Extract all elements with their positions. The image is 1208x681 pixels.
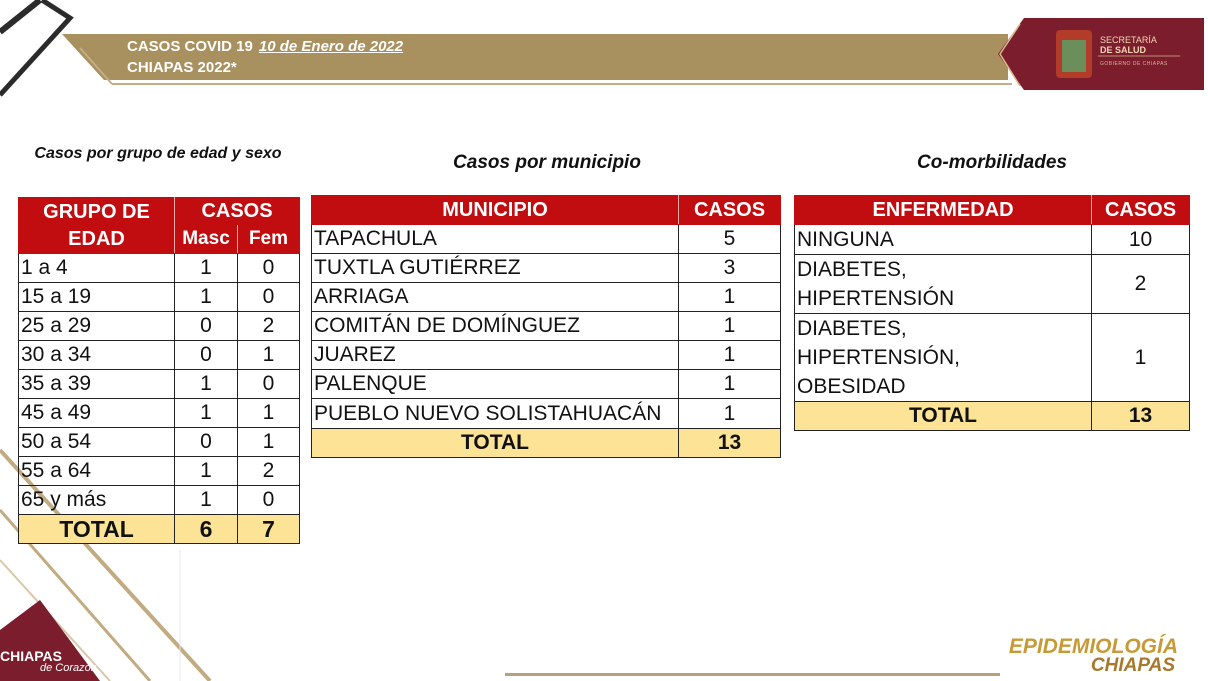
municipio-name-cell: JUAREZ [312,341,679,370]
municipio-name-cell: COMITÁN DE DOMÍNGUEZ [312,312,679,341]
table-row [312,370,781,399]
municipio-cases-cell: 1 [679,341,781,370]
logo-line1: SECRETARÍA [1100,35,1157,45]
municipio-cases-cell: 3 [679,254,781,283]
table-row [19,399,300,428]
masc-cell: 1 [175,457,238,486]
fem-cell: 2 [238,457,300,486]
fem-cell: 0 [238,486,300,515]
fem-cell: 1 [238,399,300,428]
fem-cell: 2 [238,312,300,341]
municipio-section-title: Casos por municipio [453,152,641,173]
age-group-cell: 50 a 54 [19,428,175,457]
table-row [19,254,300,283]
masc-cell: 0 [175,312,238,341]
table-row [19,341,300,370]
comorbilidades-section-title: Co-morbilidades [917,152,1067,173]
masc-cell: 0 [175,341,238,370]
age-sex-table [18,197,300,544]
age-group-cell: 15 a 19 [19,283,175,312]
table-row [312,399,781,429]
table-row [19,370,300,399]
age-group-cell: 30 a 34 [19,341,175,370]
epidemiologia-brand: EPIDEMIOLOGÍA [1008,635,1178,658]
table-row [312,254,781,283]
comorbilidades-total-value: 13 [1092,402,1190,431]
municipio-total-value: 13 [679,429,781,458]
fem-header: Fem [238,225,300,254]
municipio-name-cell: TAPACHULA [312,225,679,254]
masc-header: Masc [175,225,238,254]
table-row [795,225,1190,255]
age-group-cell: 55 a 64 [19,457,175,486]
header-title-text: CASOS COVID 19 [127,38,253,55]
header-title [127,37,403,56]
masc-cell: 1 [175,486,238,515]
table-row [19,486,300,515]
municipio-table [311,195,781,458]
table-row [312,225,781,254]
masc-cell: 1 [175,254,238,283]
municipio-name-cell: PALENQUE [312,370,679,399]
fem-cell: 0 [238,283,300,312]
masc-cell: 1 [175,283,238,312]
comorbilidades-cases-cell: 10 [1092,225,1190,255]
age-sex-section-title: Casos por grupo de edad y sexo [34,145,282,162]
header-date: 10 de Enero de 2022 [258,38,404,55]
table-row [19,428,300,457]
logo-line3: GOBIERNO DE CHIAPAS [1100,61,1168,67]
cases-header: CASOS [175,198,300,225]
fem-cell: 0 [238,370,300,399]
comorbilidades-total-label: TOTAL [795,402,1092,431]
enfermedad-cell: DIABETES, HIPERTENSIÓN, OBESIDAD [795,314,1092,402]
municipio-cases-cell: 1 [679,312,781,341]
masc-cell: 1 [175,370,238,399]
comorbilidades-table [794,195,1190,431]
comorbilidades-cases-header: CASOS [1092,196,1190,225]
footer-divider [505,673,1000,676]
enfermedad-cell: DIABETES, HIPERTENSIÓN [795,255,1092,314]
chiapas-brand-text: CHIAPAS [1090,655,1175,676]
age-group-cell: 35 a 39 [19,370,175,399]
comorbilidades-cases-cell: 1 [1092,314,1190,402]
age-group-cell: 1 a 4 [19,254,175,283]
chiapas-logo-subtext: de Corazón [40,662,97,674]
fem-cell: 0 [238,254,300,283]
header-subtitle: CHIAPAS 2022* [127,59,237,76]
municipio-cases-cell: 1 [679,399,781,429]
table-row [795,314,1190,402]
table-row [19,283,300,312]
table-row [795,255,1190,314]
municipio-cases-cell: 1 [679,283,781,312]
municipio-name-cell: TUXTLA GUTIÉRREZ [312,254,679,283]
table-row [19,457,300,486]
table-row [312,341,781,370]
enfermedad-cell: NINGUNA [795,225,1092,255]
municipio-total-label: TOTAL [312,429,679,458]
age-group-cell: 45 a 49 [19,399,175,428]
municipio-name-cell: PUEBLO NUEVO SOLISTAHUACÁN [312,399,679,429]
table-row [312,283,781,312]
age-group-header: GRUPO DE EDAD [19,198,175,254]
masc-cell: 0 [175,428,238,457]
chiapas-logo-text: CHIAPAS [0,648,62,664]
municipio-name-cell: ARRIAGA [312,283,679,312]
fem-cell: 1 [238,341,300,370]
fem-cell: 1 [238,428,300,457]
age-group-cell: 25 a 29 [19,312,175,341]
table-row [19,312,300,341]
total-fem: 7 [238,515,300,544]
age-group-cell: 65 y más [19,486,175,515]
comorbilidades-cases-cell: 2 [1092,255,1190,314]
municipio-cases-cell: 5 [679,225,781,254]
comorbilidades-total-row [795,402,1190,431]
masc-cell: 1 [175,399,238,428]
table-row [312,312,781,341]
municipio-cases-header: CASOS [679,196,781,225]
age-sex-total-row [19,515,300,544]
municipio-header: MUNICIPIO [312,196,679,225]
enfermedad-header: ENFERMEDAD [795,196,1092,225]
municipio-cases-cell: 1 [679,370,781,399]
total-label: TOTAL [19,515,175,544]
municipio-total-row [312,429,781,458]
total-masc: 6 [175,515,238,544]
logo-line2: DE SALUD [1100,45,1147,55]
